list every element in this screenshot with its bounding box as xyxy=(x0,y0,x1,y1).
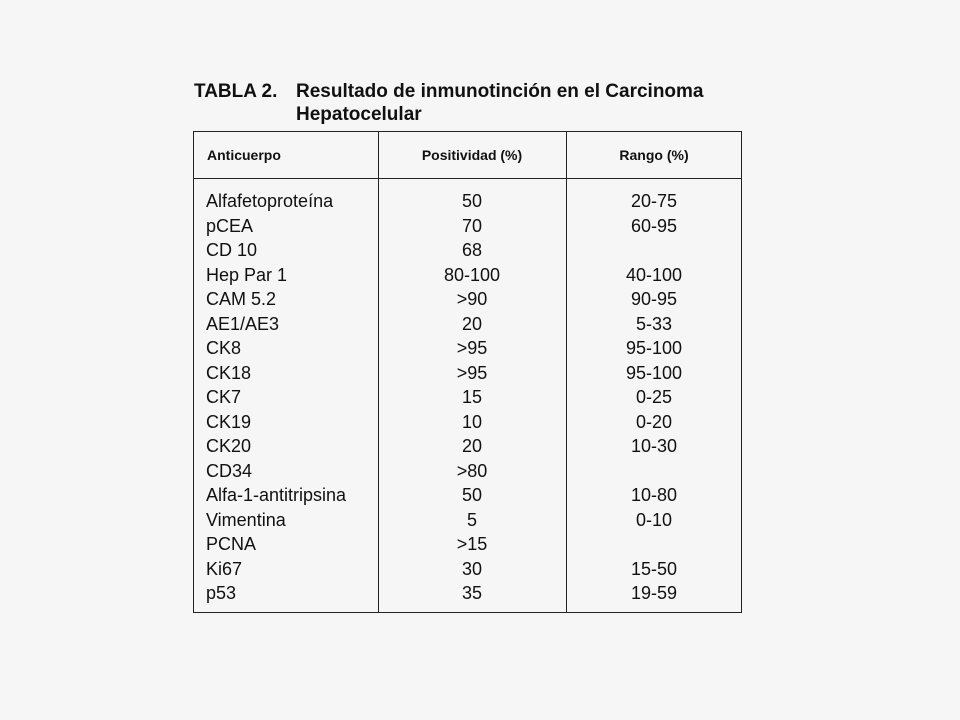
antibody-cell: CK19 xyxy=(206,411,252,432)
range-cell: 19-59 xyxy=(630,583,678,603)
table-row xyxy=(194,483,741,508)
range-cell: 0-25 xyxy=(635,387,673,407)
table-title-line-1: Resultado de inmunotinción en el Carcinoma xyxy=(296,81,704,102)
positivity-cell: 80-100 xyxy=(443,264,501,285)
table-row xyxy=(194,287,741,312)
antibody-cell: pCEA xyxy=(206,215,254,236)
table-row xyxy=(194,214,741,239)
table-row xyxy=(194,459,741,484)
range-cell: 20-75 xyxy=(630,191,678,211)
antibody-cell: CAM 5.2 xyxy=(206,289,277,309)
table-row xyxy=(194,581,741,606)
table-row xyxy=(194,263,741,288)
positivity-cell: >90 xyxy=(456,289,488,309)
range-cell: 95-100 xyxy=(625,338,683,358)
positivity-cell: 15 xyxy=(461,387,483,407)
positivity-cell: 20 xyxy=(461,436,483,456)
range-cell: 90-95 xyxy=(630,289,678,309)
positivity-cell: 30 xyxy=(461,558,483,579)
header-divider xyxy=(194,178,741,179)
positivity-cell: >95 xyxy=(456,362,488,383)
positivity-cell: >15 xyxy=(456,534,488,554)
table-row xyxy=(194,238,741,263)
positivity-cell: 10 xyxy=(461,411,483,432)
antibody-cell: CD 10 xyxy=(206,240,258,260)
table-row xyxy=(194,312,741,337)
positivity-cell: 35 xyxy=(461,583,483,603)
antibody-cell: CD34 xyxy=(206,460,253,481)
antibody-cell: Vimentina xyxy=(206,509,286,530)
antibody-cell: Ki67 xyxy=(206,558,243,579)
positivity-cell: 70 xyxy=(461,215,483,236)
positivity-cell: 68 xyxy=(461,240,483,260)
antibody-cell: CK20 xyxy=(206,436,252,456)
range-cell: 15-50 xyxy=(630,558,678,579)
table-body xyxy=(194,189,741,606)
table-row xyxy=(194,336,741,361)
table-row xyxy=(194,434,741,459)
table-row xyxy=(194,508,741,533)
range-cell: 40-100 xyxy=(625,264,683,285)
antibody-cell: CK18 xyxy=(206,362,252,383)
antibody-cell: p53 xyxy=(206,583,237,603)
antibody-cell: CK7 xyxy=(206,387,242,407)
header-rango: Rango (%) xyxy=(619,147,689,163)
range-cell: 10-30 xyxy=(630,436,678,456)
range-cell: 5-33 xyxy=(635,313,673,334)
table-row xyxy=(194,385,741,410)
antibody-cell: AE1/AE3 xyxy=(206,313,280,334)
antibody-cell: Alfafetoproteína xyxy=(206,191,334,211)
range-cell: 10-80 xyxy=(630,485,678,505)
range-cell: 0-20 xyxy=(635,411,673,432)
antibody-cell: Alfa-1-antitripsina xyxy=(206,485,347,505)
table-row xyxy=(194,189,741,214)
table-label: TABLA 2. xyxy=(194,81,278,102)
table-row xyxy=(194,410,741,435)
positivity-cell: 20 xyxy=(461,313,483,334)
range-cell: 0-10 xyxy=(635,509,673,530)
table-row xyxy=(194,361,741,386)
antibody-cell: Hep Par 1 xyxy=(206,264,288,285)
header-anticuerpo: Anticuerpo xyxy=(207,147,281,163)
table-title-line-2: Hepatocelular xyxy=(296,104,422,125)
positivity-cell: >95 xyxy=(456,338,488,358)
table-row xyxy=(194,557,741,582)
positivity-cell: >80 xyxy=(456,460,488,481)
table-row xyxy=(194,532,741,557)
positivity-cell: 5 xyxy=(466,509,477,530)
range-cell: 60-95 xyxy=(630,215,678,236)
antibody-cell: CK8 xyxy=(206,338,242,358)
positivity-cell: 50 xyxy=(461,485,483,505)
range-cell: 95-100 xyxy=(625,362,683,383)
positivity-cell: 50 xyxy=(461,191,483,211)
header-positividad: Positividad (%) xyxy=(421,147,523,163)
immunostaining-table xyxy=(193,131,742,613)
antibody-cell: PCNA xyxy=(206,534,257,554)
